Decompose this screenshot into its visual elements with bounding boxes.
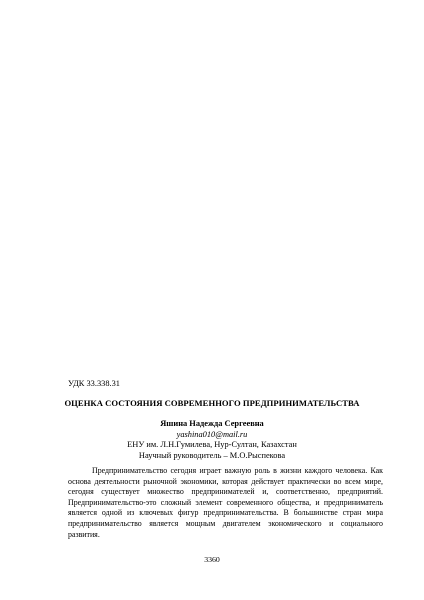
udk-code: УДК 33.338.31 <box>68 379 120 388</box>
author-affiliation: ЕНУ им. Л.Н.Гумилева, Нур-Султан, Казахстан <box>127 440 297 450</box>
abstract-paragraph: Предпринимательство сегодня играет важную роль в жизни каждого человека. Как основа деятельности рыночной экономики, которая действует практически во всем мире, сегодня существует множество предпринимателей и, соответственно, предприятий. Предпринимательство-это сложный элемент современного общества, и предприниматель является одной из ключевых фигур предпринимательства. В большинстве стран мира предпринимательство является мощным двигателем экономического и социального развития. <box>68 466 383 539</box>
paper-title: ОЦЕНКА СОСТОЯНИЯ СОВРЕМЕННОГО ПРЕДПРИНИМАТЕЛЬСТВА <box>64 398 360 408</box>
author-email: yashina010@mail.ru <box>176 429 248 439</box>
author-name: Яшина Надежда Сергеевна <box>160 419 264 428</box>
supervisor-line: Научный руководитель – М.О.Рыспекова <box>138 450 286 460</box>
page-number: 3360 <box>204 555 220 564</box>
author-block <box>0 419 424 461</box>
